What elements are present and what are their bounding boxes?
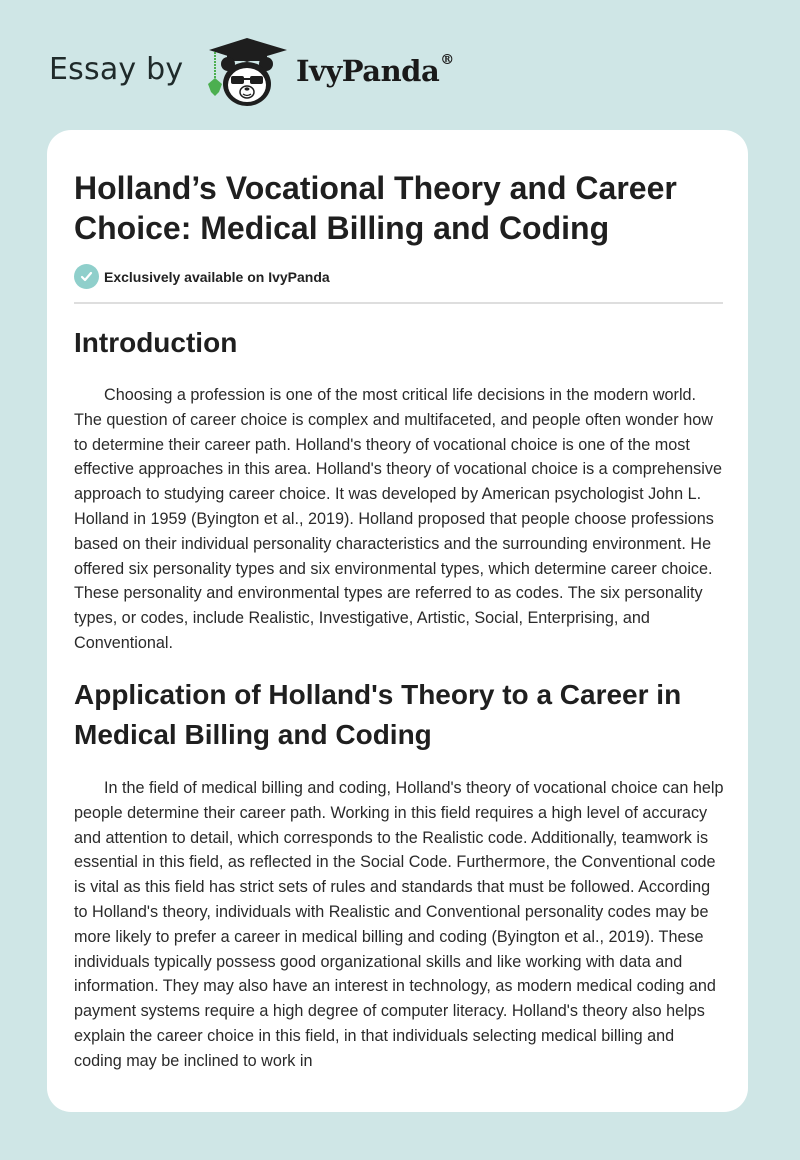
- essay-by-label: Essay by: [49, 52, 184, 87]
- graduation-panda-icon[interactable]: [203, 36, 291, 108]
- section-heading-application: Application of Holland's Theory to a Career in Medical Billing and Coding: [74, 679, 682, 750]
- brand-logo-text[interactable]: [296, 54, 454, 88]
- page-title: Holland’s Vocational Theory and Career Choice: Medical Billing and Coding: [74, 170, 677, 246]
- registered-mark: ®: [440, 52, 454, 68]
- divider: [74, 302, 723, 304]
- brand-name: IvyPanda: [296, 54, 440, 88]
- section-heading-introduction: Introduction: [74, 327, 238, 358]
- exclusive-badge: [74, 264, 330, 289]
- exclusive-label: Exclusively available on IvyPanda: [104, 268, 330, 285]
- site-header: [0, 0, 800, 130]
- section-paragraph-application: In the field of medical billing and coding, Holland's theory of vocational choice can help people determine their career path. Working in this field requires a high level of accuracy and attention to detail, which corresponds to the Realistic code. Additionally, teamwork is essential in this field, as reflected in the Social Code. Furthermore, the Conventional code is vital as this field has strict sets of rules and standards that must be followed. According to Holland's theory, individuals with Realistic and Conventional personality codes may be more likely to prefer a career in medical billing and coding (Byington et al., 2019). These individuals typically possess good organizational skills and like working with data and information. They may also have an interest in technology, as modern medical coding and payment systems require a high degree of computer literacy. Holland's theory also helps explain the career choice in this field, in that individuals selecting medical billing and coding may be inclined to work in: [74, 779, 724, 1070]
- check-circle-icon: [74, 264, 99, 289]
- essay-card: [47, 130, 748, 1112]
- section-paragraph-introduction: Choosing a profession is one of the most critical life decisions in the modern world. The question of career choice is complex and multifaceted, and people often wonder how to determine their career path. Holland's theory of vocational choice is one of the most effective approaches in this area. Holland's theory of vocational choice is a comprehensive approach to studying career choice. It was developed by American psychologist John L. Holland in 1959 (Byington et al., 2019). Holland proposed that people choose professions based on their individual personality characteristics and the surrounding environment. He offered six personality types and six environmental types, which determine career choice. These personality and environmental types are referred to as codes. The six personality types, or codes, include Realistic, Investigative, Artistic, Social, Enterprising, and Conventional.: [74, 386, 722, 652]
